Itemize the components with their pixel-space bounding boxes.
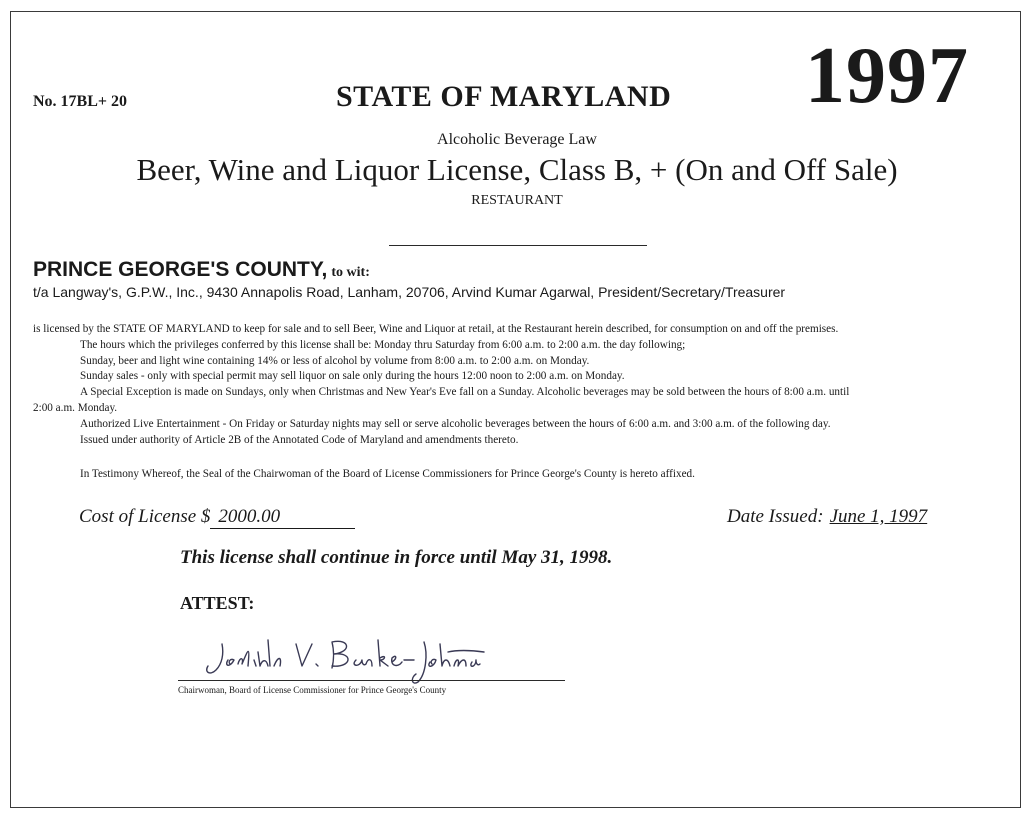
to-wit: to wit: [331,265,370,280]
force-statement: This license shall continue in force until May 31, 1998. [180,547,613,568]
attest-label: ATTEST: [180,593,255,613]
signature [200,630,490,686]
sunday-sales-line: Sunday sales - only with special permit may sell liquor on sale only during the hours 12:00 noon to 2:00 a.m. on Monday. [80,370,625,383]
signer-title: Chairwoman, Board of License Commissioner for Prince George's County [178,685,447,695]
establishment-type: RESTAURANT [471,193,563,208]
signature-line [178,680,565,681]
sunday-line: Sunday, beer and light wine containing 14% or less of alcohol by volume from 8:00 a.m. to 2:00 a.m. on Monday. [80,354,590,367]
testimony-line: In Testimony Whereof, the Seal of the Chairwoman of the Board of License Commissioners for Prince George's County is hereto affixed. [80,468,695,480]
license-body [33,322,1008,448]
license-number: No. 17BL+ 20 [33,93,128,110]
county-name: PRINCE GEORGE'S COUNTY, [33,258,328,281]
licensee-line: t/a Langway's, G.P.W., Inc., 9430 Annapolis Road, Lanham, 20706, Arvind Kumar Agarwal, President/Secretary/Treasurer [33,284,786,300]
divider-rule [389,245,647,246]
date-issued [727,506,927,528]
exception-line-continued: 2:00 a.m. Monday. [33,401,118,414]
date-value: June 1, 1997 [829,506,928,527]
law-subtitle: Alcoholic Beverage Law [437,131,597,148]
county-heading [33,258,370,282]
date-label: Date Issued: [727,506,824,527]
hours-line: The hours which the privileges conferred by this license shall be: Monday thru Saturday from 6:00 a.m. to 2:00 a.m. the day following; [80,338,686,351]
license-type: Beer, Wine and Liquor License, Class B, + (On and Off Sale) [136,152,898,187]
license-cost [79,506,355,529]
cost-value: 2000.00 [210,506,355,529]
state-title: STATE OF MARYLAND [336,80,672,113]
cost-label: Cost of License $ [79,506,211,527]
authority-line: Issued under authority of Article 2B of the Annotated Code of Maryland and amendments thereto. [80,433,519,446]
license-year: 1997 [805,32,969,120]
entertainment-line: Authorized Live Entertainment - On Friday or Saturday nights may sell or serve alcoholic beverages between the hours of 6:00 a.m. and 3:00 a.m. of the following day. [80,417,831,430]
exception-line: A Special Exception is made on Sundays, only when Christmas and New Year's Eve fall on a Sunday. Alcoholic beverages may be sold between the hours of 8:00 a.m. until [80,386,850,399]
licensed-line: is licensed by the STATE OF MARYLAND to keep for sale and to sell Beer, Wine and Liquor at retail, at the Restaurant herein described, for consumption on and off the premises. [33,323,839,335]
